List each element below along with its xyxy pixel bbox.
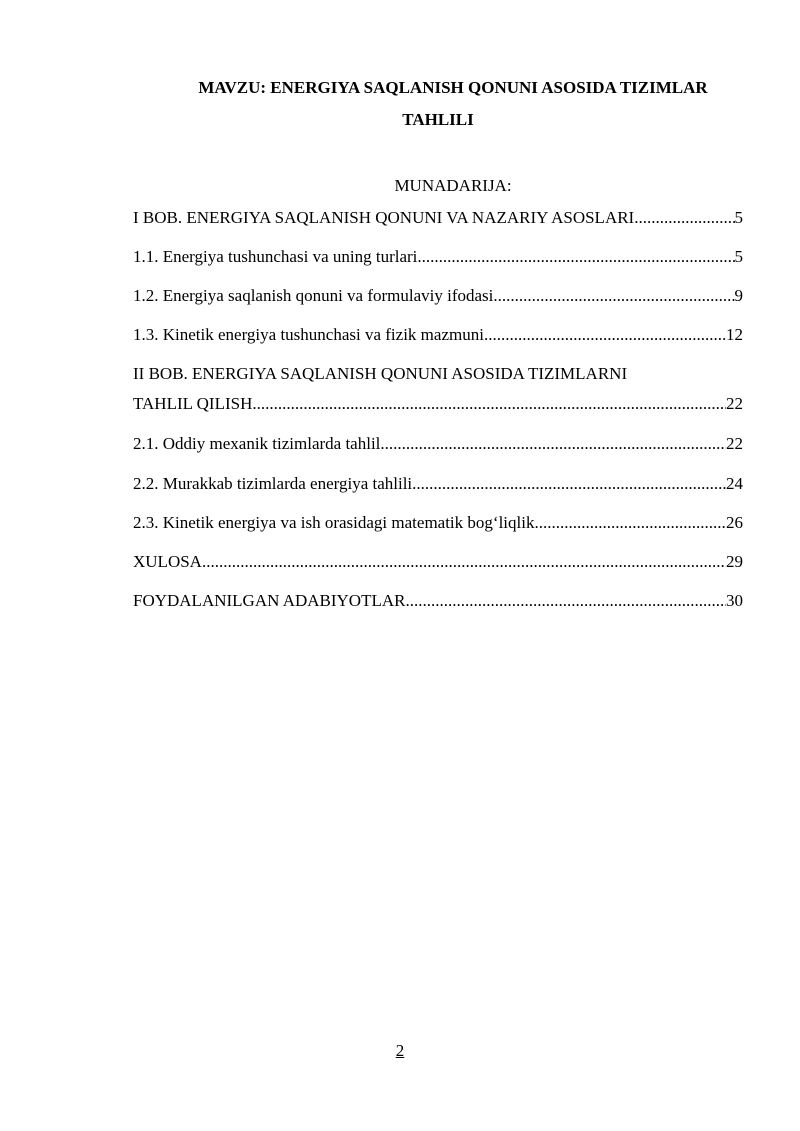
toc-entry-page: 5 (734, 247, 743, 266)
toc-dot-leader (405, 591, 726, 611)
toc-dot-leader (380, 434, 726, 454)
toc-entry-page: 5 (734, 208, 743, 227)
toc-entry-2-2 (133, 474, 743, 494)
toc-heading: MUNADARIJA: (394, 176, 512, 195)
toc-entry-label: FOYDALANILGAN ADABIYOTLAR (133, 591, 406, 610)
toc-entry-page: 22 (726, 434, 743, 453)
toc-entry-2-1 (133, 434, 743, 454)
toc-dot-leader (202, 552, 726, 572)
toc-entry-page: 30 (726, 591, 743, 610)
toc-dot-leader (493, 286, 734, 306)
toc-entry-page: 29 (726, 552, 743, 571)
toc-dot-leader (534, 513, 726, 533)
toc-dot-leader (484, 325, 726, 345)
toc-entry-chapter-1 (133, 208, 743, 228)
toc-dot-leader (412, 474, 726, 494)
toc-dot-leader (252, 394, 726, 414)
document-title-line-1: MAVZU: ENERGIYA SAQLANISH QONUNI ASOSIDA TIZIMLAR (198, 78, 708, 97)
toc-entry-chapter-2 (133, 364, 743, 414)
toc-entry-label: 2.3. Kinetik energiya va ish orasidagi matematik bog‘liqlik (133, 513, 535, 532)
toc-entry-label: 2.1. Oddiy mexanik tizimlarda tahlil (133, 434, 381, 453)
toc-entry-label: I BOB. ENERGIYA SAQLANISH QONUNI VA NAZARIY ASOSLARI (133, 208, 635, 227)
toc-entry-label: 1.1. Energiya tushunchasi va uning turlari (133, 247, 418, 266)
toc-entry-1-3 (133, 325, 743, 345)
toc-entry-label: XULOSA (133, 552, 202, 571)
toc-dot-leader (417, 247, 734, 267)
toc-entry-page: 9 (734, 286, 743, 305)
toc-dot-leader (634, 208, 734, 228)
page-number: 2 (395, 1041, 405, 1060)
toc-entry-label: 1.3. Kinetik energiya tushunchasi va fizik mazmuni (133, 325, 484, 344)
toc-entry-page: 12 (726, 325, 743, 344)
toc-entry-label: 2.2. Murakkab tizimlarda energiya tahlili (133, 474, 413, 493)
document-title-line-2: TAHLILI (402, 110, 474, 129)
toc-entry-page: 24 (726, 474, 743, 493)
toc-entry-label: TAHLIL QILISH (133, 394, 253, 413)
toc-entry-1-2 (133, 286, 743, 306)
toc-entry-2-3 (133, 513, 743, 533)
toc-entry-page: 26 (726, 513, 743, 532)
toc-entry-page: 22 (726, 394, 743, 413)
toc-entry-1-1 (133, 247, 743, 267)
toc-entry-conclusion (133, 552, 743, 572)
toc-entry-label: 1.2. Energiya saqlanish qonuni va formulaviy ifodasi (133, 286, 494, 305)
toc-entry-references (133, 591, 743, 611)
toc-entry-label-line-1: II BOB. ENERGIYA SAQLANISH QONUNI ASOSIDA TIZIMLARNI (133, 364, 628, 383)
